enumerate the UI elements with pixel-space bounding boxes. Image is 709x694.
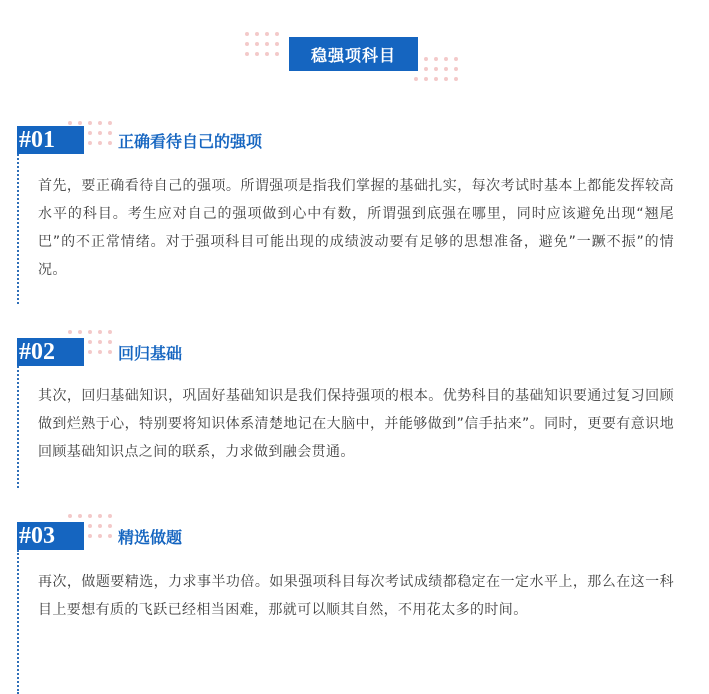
- page-title: 稳强项科目: [289, 37, 418, 71]
- dotted-divider: [17, 550, 19, 694]
- section-number-badge: #01: [17, 126, 84, 154]
- section-title: 回归基础: [118, 344, 183, 363]
- decorative-dots: [414, 57, 458, 81]
- section-paragraph: 其次，回归基础知识，巩固好基础知识是我们保持强项的根本。优势科目的基础知识要通过复习回顾做到烂熟于心，特别要将知识体系清楚地记在大脑中，并能够做到”信手拈来”。同时，更要有意识地回顾基础知识点之间的联系，力求做到融会贯通。: [38, 388, 674, 460]
- dotted-divider: [17, 366, 19, 488]
- section-paragraph: 再次，做题要精选，力求事半功倍。如果强项科目每次考试成绩都稳定在一定水平上，那么在这一科目上要想有质的飞跃已经相当困难，那就可以顺其自然，不用花太多的时间。: [38, 574, 674, 618]
- section-number-badge: #03: [17, 522, 84, 550]
- decorative-dots: [245, 32, 279, 56]
- section-title: 正确看待自己的强项: [118, 132, 263, 151]
- section-number-badge: #02: [17, 338, 84, 366]
- dotted-divider: [17, 154, 19, 304]
- section-paragraph: 首先，要正确看待自己的强项。所谓强项是指我们掌握的基础扎实，每次考试时基本上都能发挥较高水平的科目。考生应对自己的强项做到心中有数，所谓强到底强在哪里，同时应该避免出现“翘尾巴”的不正常情绪。对于强项科目可能出现的成绩波动要有足够的思想准备，避免”一蹶不振”的情况。: [38, 178, 674, 278]
- section-title: 精选做题: [118, 528, 183, 547]
